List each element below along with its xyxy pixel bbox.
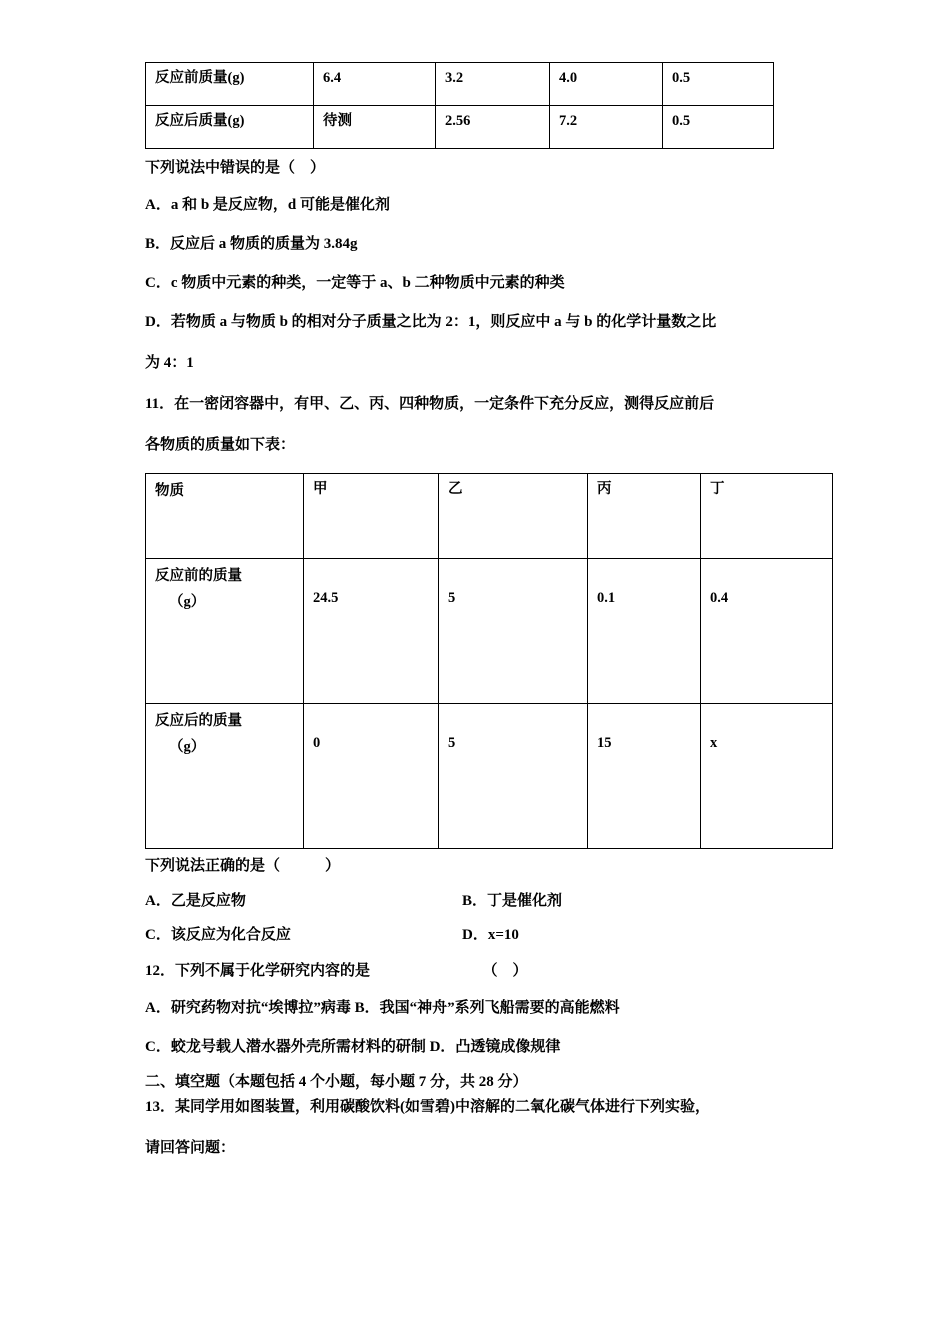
table-row xyxy=(146,474,833,559)
row-label-after-mass: 反应后质量(g) xyxy=(146,106,314,149)
spacer xyxy=(145,330,805,356)
q11-prompt: 下列说法正确的是（ ） xyxy=(145,858,341,874)
q10-option-a[interactable]: A．a 和 b 是反应物，d 可能是催化剂 xyxy=(145,197,391,213)
table-row xyxy=(146,63,774,106)
spacer xyxy=(145,252,805,276)
row-label-after-mass xyxy=(146,704,304,849)
q10-option-d[interactable]: D．若物质 a 与物质 b 的相对分子质量之比为 2：1，则反应中 a 与 b 的化学计量数之比 xyxy=(145,314,717,330)
q11-stem-line2: 各物质的质量如下表： xyxy=(145,437,296,453)
q11-option-row-1 xyxy=(145,894,805,912)
spacer xyxy=(145,1115,805,1141)
row-label-before-mass: 反应前质量(g) xyxy=(146,63,314,106)
cell-jia-after: 0 xyxy=(304,704,439,849)
cell-d-before: 0.5 xyxy=(663,63,774,106)
q11-stem-line1: 11．在一密闭容器中，有甲、乙、丙、四种物质，一定条件下充分反应，测得反应前后 xyxy=(145,396,715,412)
q10-option-b[interactable]: B．反应后 a 物质的质量为 3.84g xyxy=(145,236,358,252)
header-jia: 甲 xyxy=(304,474,439,559)
spacer xyxy=(145,874,805,894)
cell-c-after: 7.2 xyxy=(550,106,663,149)
q11-option-d[interactable]: D．x=10 xyxy=(462,927,519,943)
cell-a-after: 待测 xyxy=(314,106,436,149)
spacer xyxy=(145,1016,805,1040)
q11-option-row-2 xyxy=(145,928,805,946)
row-label-line2: （g） xyxy=(169,593,206,610)
cell-bing-after: 15 xyxy=(588,704,701,849)
table-row xyxy=(146,559,833,704)
header-yi: 乙 xyxy=(439,474,588,559)
row-label-before-mass xyxy=(146,559,304,704)
row-label-line1: 反应前的质量 xyxy=(155,568,242,584)
spacer xyxy=(145,1055,805,1075)
row-label-line1: 反应后的质量 xyxy=(155,713,242,729)
table-row xyxy=(146,106,774,149)
q11-substance-mass-table xyxy=(145,473,833,849)
spacer xyxy=(145,946,805,964)
section-two-heading: 二、填空题（本题包括 4 个小题，每小题 7 分，共 28 分） xyxy=(145,1074,528,1090)
top-spacer xyxy=(145,0,805,62)
cell-a-before: 6.4 xyxy=(314,63,436,106)
q10-option-d-continued: 为 4：1 xyxy=(145,355,194,371)
page-content xyxy=(145,0,805,1156)
cell-ding-before: 0.4 xyxy=(701,559,833,704)
q13-stem-line2: 请回答问题： xyxy=(145,1140,236,1156)
spacer xyxy=(145,213,805,237)
row-label-line2: （g） xyxy=(169,738,206,755)
spacer xyxy=(145,979,805,1001)
spacer xyxy=(145,453,805,473)
q12-stem: 12．下列不属于化学研究内容的是 （ ） xyxy=(145,963,528,979)
table-row xyxy=(146,704,833,849)
q13-stem-line1: 13．某同学用如图装置，利用碳酸饮料(如雪碧)中溶解的二氧化碳气体进行下列实验， xyxy=(145,1099,710,1115)
q12-option-ab[interactable]: A．研究药物对抗“埃博拉”病毒 B．我国“神舟”系列飞船需要的高能燃料 xyxy=(145,1000,620,1016)
q11-option-b[interactable]: B．丁是催化剂 xyxy=(462,893,563,909)
cell-jia-before: 24.5 xyxy=(304,559,439,704)
q11-option-a[interactable]: A．乙是反应物 xyxy=(145,893,246,909)
q10-option-c[interactable]: C．c 物质中元素的种类，一定等于 a、b 二种物质中元素的种类 xyxy=(145,275,565,291)
cell-c-before: 4.0 xyxy=(550,63,663,106)
q11-option-c[interactable]: C．该反应为化合反应 xyxy=(145,927,291,943)
header-ding: 丁 xyxy=(701,474,833,559)
cell-b-before: 3.2 xyxy=(436,63,550,106)
spacer xyxy=(145,371,805,397)
cell-yi-after: 5 xyxy=(439,704,588,849)
header-bing: 丙 xyxy=(588,474,701,559)
spacer xyxy=(145,291,805,315)
cell-d-after: 0.5 xyxy=(663,106,774,149)
mass-before-after-table xyxy=(145,62,774,149)
cell-bing-before: 0.1 xyxy=(588,559,701,704)
spacer xyxy=(145,412,805,438)
header-substance: 物质 xyxy=(146,474,304,559)
cell-yi-before: 5 xyxy=(439,559,588,704)
cell-ding-after: x xyxy=(701,704,833,849)
cell-b-after: 2.56 xyxy=(436,106,550,149)
spacer xyxy=(145,912,805,928)
q10-prompt: 下列说法中错误的是（ ） xyxy=(145,160,326,176)
q12-option-cd[interactable]: C．蛟龙号载人潜水器外壳所需材料的研制 D．凸透镜成像规律 xyxy=(145,1039,561,1055)
spacer xyxy=(145,176,805,198)
